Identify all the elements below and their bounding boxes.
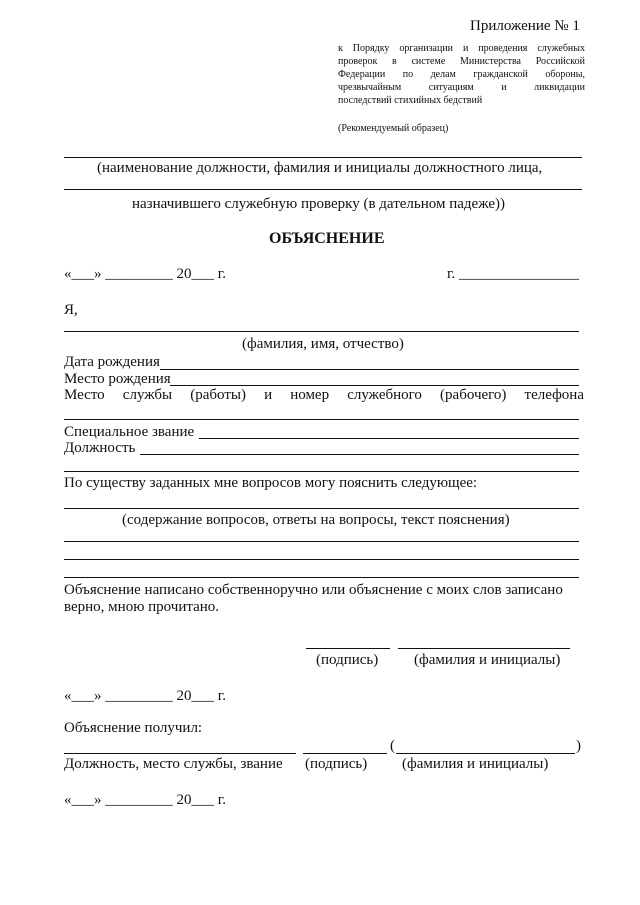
appendix-subtitle: [338, 42, 585, 107]
content-line[interactable]: [64, 577, 579, 578]
position-line-2[interactable]: [64, 471, 579, 472]
recipient-line[interactable]: [64, 189, 582, 190]
birth-date-line[interactable]: [160, 369, 579, 370]
questions-intro: По существу заданных мне вопросов могу пояснить следующее:: [64, 475, 478, 491]
subtitle-line: последствий стихийных бедствий: [338, 95, 483, 106]
date-field-3[interactable]: «___» _________ 20___ г.: [64, 792, 226, 808]
service-word: телефона: [524, 387, 584, 403]
content-line[interactable]: [64, 508, 579, 509]
recipient-caption-2: назначившего служебную проверку (в дательном падеже)): [132, 196, 506, 212]
date-field-2[interactable]: «___» _________ 20___ г.: [64, 688, 226, 704]
receiver-label: Объяснение получил:: [64, 720, 203, 736]
name-caption: (фамилия и инициалы): [414, 652, 561, 668]
fio-line[interactable]: [64, 331, 579, 332]
service-word: (работы): [190, 387, 246, 403]
city-field[interactable]: г. ________________: [447, 266, 579, 282]
content-caption: (содержание вопросов, ответы на вопросы, текст пояснения): [122, 512, 510, 528]
rank-label: Специальное звание: [64, 424, 195, 440]
service-place-label: [64, 387, 584, 404]
rank-line[interactable]: [199, 438, 579, 439]
receiver-name-line[interactable]: [396, 753, 575, 754]
receiver-position-line[interactable]: [64, 753, 296, 754]
name-line[interactable]: [398, 648, 570, 649]
ya-label: Я,: [64, 302, 78, 318]
statement-line-1: Объяснение написано собственноручно или объяснение с моих слов записано: [64, 582, 563, 598]
receiver-name-caption: (фамилия и инициалы): [402, 756, 549, 772]
signature-line[interactable]: [306, 648, 390, 649]
paren-close: ): [576, 738, 581, 754]
receiver-sign-caption: (подпись): [305, 756, 368, 772]
date-field-1[interactable]: «___» _________ 20___ г.: [64, 266, 226, 282]
service-word: номер: [290, 387, 330, 403]
recipient-caption-1: (наименование должности, фамилия и инициалы должностного лица,: [97, 160, 543, 176]
sample-note: (Рекомендуемый образец): [338, 123, 449, 134]
receiver-position-caption: Должность, место службы, звание: [64, 756, 283, 772]
content-line[interactable]: [64, 541, 579, 542]
birth-place-label: Место рождения: [64, 371, 171, 387]
position-line[interactable]: [140, 454, 579, 455]
document-title: ОБЪЯСНЕНИЕ: [269, 230, 385, 247]
appendix-title: Приложение № 1: [470, 18, 580, 34]
birth-date-label: Дата рождения: [64, 354, 160, 370]
service-word: службы: [122, 387, 173, 403]
content-line[interactable]: [64, 559, 579, 560]
service-word: и: [264, 387, 273, 403]
paren-open: (: [390, 738, 395, 754]
service-place-line[interactable]: [64, 419, 579, 420]
subtitle-line: Федерации по делам гражданской обороны,: [338, 69, 585, 80]
service-word: (рабочего): [440, 387, 507, 403]
subtitle-line: проверок в системе Министерства Российской: [338, 56, 585, 67]
position-label: Должность: [64, 440, 136, 456]
birth-place-line[interactable]: [170, 385, 579, 386]
recipient-line[interactable]: [64, 157, 582, 158]
service-word: Место: [64, 387, 105, 403]
service-word: служебного: [347, 387, 422, 403]
signature-caption: (подпись): [316, 652, 379, 668]
subtitle-line: чрезвычайным ситуациям и ликвидации: [338, 82, 585, 93]
receiver-sign-line[interactable]: [303, 753, 387, 754]
statement-line-2: верно, мною прочитано.: [64, 599, 220, 615]
fio-caption: (фамилия, имя, отчество): [242, 336, 404, 352]
subtitle-line: к Порядку организации и проведения служебных: [338, 43, 585, 54]
